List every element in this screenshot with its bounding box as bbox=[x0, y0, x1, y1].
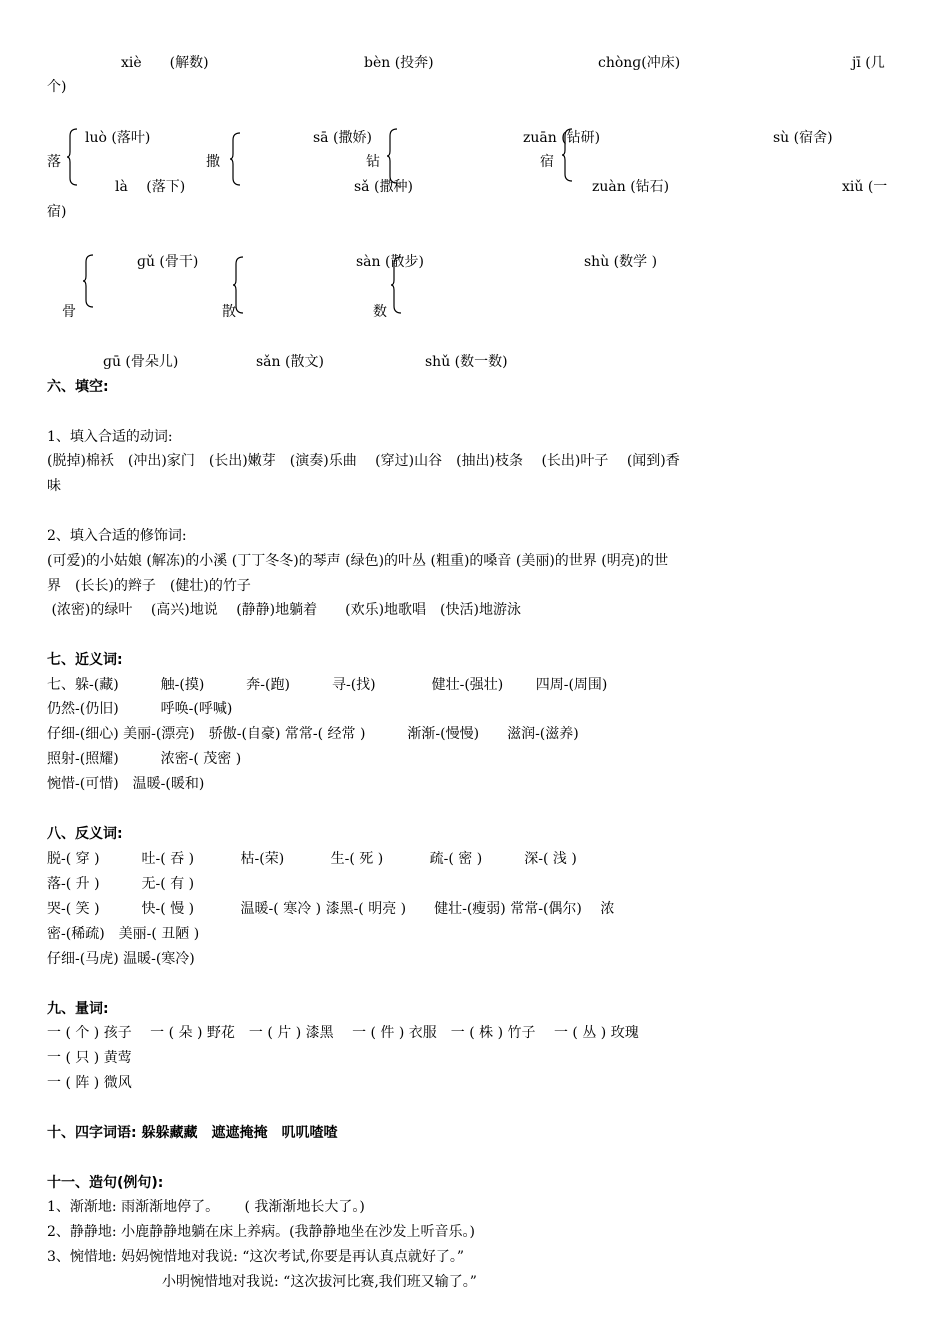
pinyin-luo2: là (落下) bbox=[115, 179, 186, 195]
pinyin-gu1: ɡǔ (骨干) bbox=[137, 254, 199, 270]
pinyin-su1: sù (宿舍) bbox=[773, 130, 833, 146]
q1-heading: 1、填入合适的动词: bbox=[47, 429, 173, 445]
q2-line-2: 界 (长长)的辫子 (健壮)的竹子 bbox=[47, 578, 251, 594]
pinyin-su2-wrap: 宿) bbox=[47, 204, 67, 220]
pinyin-su2: xiǔ (一 bbox=[842, 179, 888, 195]
section-6-title: 六、填空: bbox=[47, 379, 109, 395]
sentence-3: 3、惋惜地: 妈妈惋惜地对我说: “这次考试,你要是再认真点就好了。” bbox=[47, 1249, 465, 1265]
antonym-line-2: 落-( 升 ) 无-( 有 ) bbox=[47, 876, 195, 892]
sentence-1: 1、渐渐地: 雨渐渐地停了。 ( 我渐渐地长大了。) bbox=[47, 1199, 365, 1215]
pinyin-ji-wrap: 个) bbox=[47, 79, 67, 95]
pinyin-luo1: luò (落叶) bbox=[85, 130, 151, 146]
q2-line-1: (可爱)的小姑娘 (解冻)的小溪 (丁丁冬冬)的琴声 (绿色)的叶丛 (粗重)的嗓音 (美丽)的世界 (明亮)的世 bbox=[47, 553, 669, 569]
sentence-2: 2、静静地: 小鹿静静地躺在床上养病。(我静静地坐在沙发上听音乐。) bbox=[47, 1224, 475, 1240]
measure-line-3: 一 ( 阵 ) 微风 bbox=[47, 1075, 132, 1091]
section-8-title: 八、反义词: bbox=[47, 826, 123, 842]
char-san: 散 bbox=[222, 304, 236, 320]
section-11-title: 十一、造句(例句): bbox=[47, 1175, 164, 1191]
char-zuan: 钻 bbox=[366, 154, 380, 170]
q2-heading: 2、填入合适的修饰词: bbox=[47, 528, 187, 544]
pinyin-ji: jī (几 bbox=[852, 55, 885, 71]
char-gu: 骨 bbox=[62, 304, 76, 320]
synonym-line-4: 照射-(照耀) 浓密-( 茂密 ) bbox=[47, 751, 242, 767]
pinyin-ben: bèn (投奔) bbox=[364, 55, 434, 71]
pinyin-zuan1: zuān (钻研) bbox=[523, 130, 601, 146]
brace-icon bbox=[82, 254, 94, 308]
antonym-line-4: 密-(稀疏) 美丽-( 丑陋 ) bbox=[47, 926, 200, 942]
char-sa: 撒 bbox=[206, 154, 220, 170]
brace-icon bbox=[390, 256, 402, 314]
pinyin-san2: sǎn (散文) bbox=[256, 354, 324, 370]
antonym-line-1: 脱-( 穿 ) 吐-( 吞 ) 枯-(荣) 生-( 死 ) 疏-( 密 ) 深-( 浅 ) bbox=[47, 851, 577, 867]
q1-line-2: 味 bbox=[47, 478, 61, 494]
char-shu: 数 bbox=[373, 304, 387, 320]
pinyin-sa1: sā (撒娇) bbox=[313, 130, 372, 146]
synonym-line-1: 七、躲-(藏) 触-(摸) 奔-(跑) 寻-(找) 健壮-(强壮) 四周-(周围) bbox=[47, 677, 608, 693]
brace-icon bbox=[229, 132, 241, 186]
brace-icon bbox=[386, 128, 398, 184]
antonym-line-3: 哭-( 笑 ) 快-( 慢 ) 温暖-( 寒冷 ) 漆黑-( 明亮 ) 健壮-(瘦弱) 常常-(偶尔) 浓 bbox=[47, 901, 615, 917]
sentence-4: 小明惋惜地对我说: “这次拔河比赛,我们班又输了。” bbox=[162, 1274, 477, 1290]
pinyin-chong: chònɡ(冲床) bbox=[598, 55, 681, 71]
section-7-title: 七、近义词: bbox=[47, 652, 123, 668]
q2-line-3: (浓密)的绿叶 (高兴)地说 (静静)地躺着 (欢乐)地歌唱 (快活)地游泳 bbox=[47, 602, 521, 618]
char-luo: 落 bbox=[47, 154, 61, 170]
q1-line-1: (脱掉)棉袄 (冲出)家门 (长出)嫩芽 (演奏)乐曲 (穿过)山谷 (抽出)枝条 (长出)叶子 (闻到)香 bbox=[47, 453, 680, 469]
pinyin-zuan2: zuàn (钻石) bbox=[592, 179, 670, 195]
section-10-title: 十、四字词语: 躲躲藏藏 遮遮掩掩 叽叽喳喳 bbox=[47, 1125, 338, 1141]
synonym-line-3: 仔细-(细心) 美丽-(漂亮) 骄傲-(自豪) 常常-( 经常 ) 渐渐-(慢慢) 滋润-(滋养) bbox=[47, 726, 579, 742]
pinyin-sa2: sǎ (撒种) bbox=[354, 179, 413, 195]
antonym-line-5: 仔细-(马虎) 温暖-(寒冷) bbox=[47, 951, 195, 967]
measure-line-2: 一 ( 只 ) 黄莺 bbox=[47, 1050, 132, 1066]
measure-line-1: 一 ( 个 ) 孩子 一 ( 朵 ) 野花 一 ( 片 ) 漆黑 一 ( 件 ) 衣服 一 ( 株 ) 竹子 一 ( 丛 ) 玫瑰 bbox=[47, 1025, 639, 1041]
brace-icon bbox=[66, 128, 78, 186]
brace-icon bbox=[561, 128, 573, 182]
section-9-title: 九、量词: bbox=[47, 1001, 109, 1017]
pinyin-san1: sàn (散步) bbox=[356, 254, 424, 270]
pinyin-xie: xiè (解数) bbox=[121, 55, 209, 71]
pinyin-gu2: ɡū (骨朵儿) bbox=[103, 354, 179, 370]
synonym-line-2: 仍然-(仍旧) 呼唤-(呼喊) bbox=[47, 701, 233, 717]
char-su: 宿 bbox=[540, 154, 554, 170]
pinyin-shu2: shǔ (数一数) bbox=[425, 354, 508, 370]
synonym-line-5: 惋惜-(可惜) 温暖-(暖和) bbox=[47, 776, 205, 792]
pinyin-shu1: shù (数学 ) bbox=[584, 254, 658, 270]
